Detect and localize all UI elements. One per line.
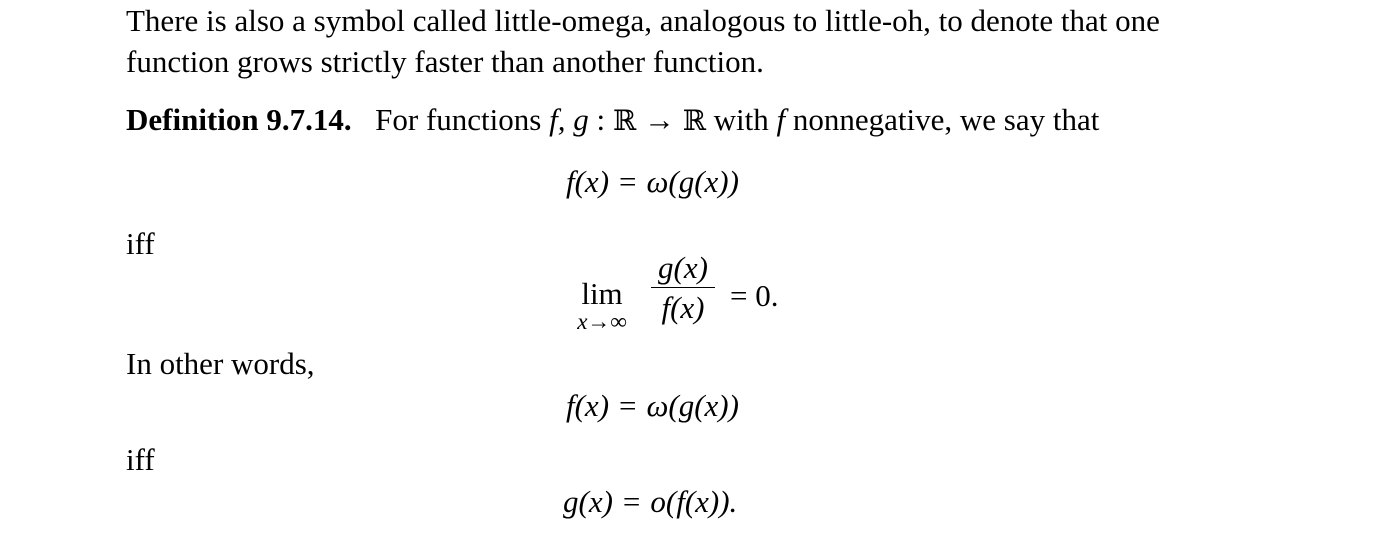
equation-1-equals: = (619, 164, 637, 199)
equation-3-rhs: o(f(x)). (650, 484, 738, 519)
limit-subscript: x→∞ (577, 309, 627, 334)
limit-fraction (649, 252, 717, 323)
fraction-denominator: f(x) (661, 290, 705, 325)
definition-symbol-f-2: f (776, 102, 786, 137)
definition-symbol-f: f (549, 102, 558, 137)
limit-result: = 0. (730, 278, 779, 313)
definition-text-for-functions: For functions (375, 102, 542, 137)
equation-1-rhs: ω(g(x)) (646, 164, 739, 199)
intro-line-1: There is also a symbol called little-omega, analogous to little-oh, to denote that one (126, 3, 1160, 38)
iff-text-2: iff (126, 442, 155, 477)
equation-3-lhs: g(x) (563, 484, 613, 519)
limit-operator (564, 278, 640, 333)
equation-2-rhs: ω(g(x)) (646, 388, 739, 423)
equation-3-equals: = (622, 484, 641, 519)
definition-statement (126, 104, 1099, 135)
definition-arrow: → (643, 102, 675, 137)
equation-2-lhs: f(x) (566, 388, 610, 423)
definition-reals-codomain: ℝ (682, 104, 706, 137)
limit-equation (564, 252, 804, 336)
limit-lim: lim (581, 276, 623, 311)
intro-line-2: function grows strictly faster than another function. (126, 44, 764, 79)
in-other-words-text: In other words, (126, 346, 315, 381)
definition-text-rest: nonnegative, we say that (792, 102, 1100, 137)
equation-2-equals: = (619, 388, 637, 423)
definition-symbol-g: , g (557, 102, 589, 137)
definition-text-with: with (713, 102, 769, 137)
fraction-numerator: g(x) (658, 250, 708, 285)
definition-reals-domain: ℝ (612, 104, 637, 137)
equation-little-omega-1 (566, 166, 739, 197)
equation-little-omega-2 (566, 390, 739, 421)
equation-little-oh (563, 486, 737, 517)
definition-label: Definition 9.7.14. (126, 102, 352, 137)
iff-text-1: iff (126, 226, 155, 261)
equation-1-lhs: f(x) (566, 164, 610, 199)
definition-colon: : (596, 102, 606, 137)
